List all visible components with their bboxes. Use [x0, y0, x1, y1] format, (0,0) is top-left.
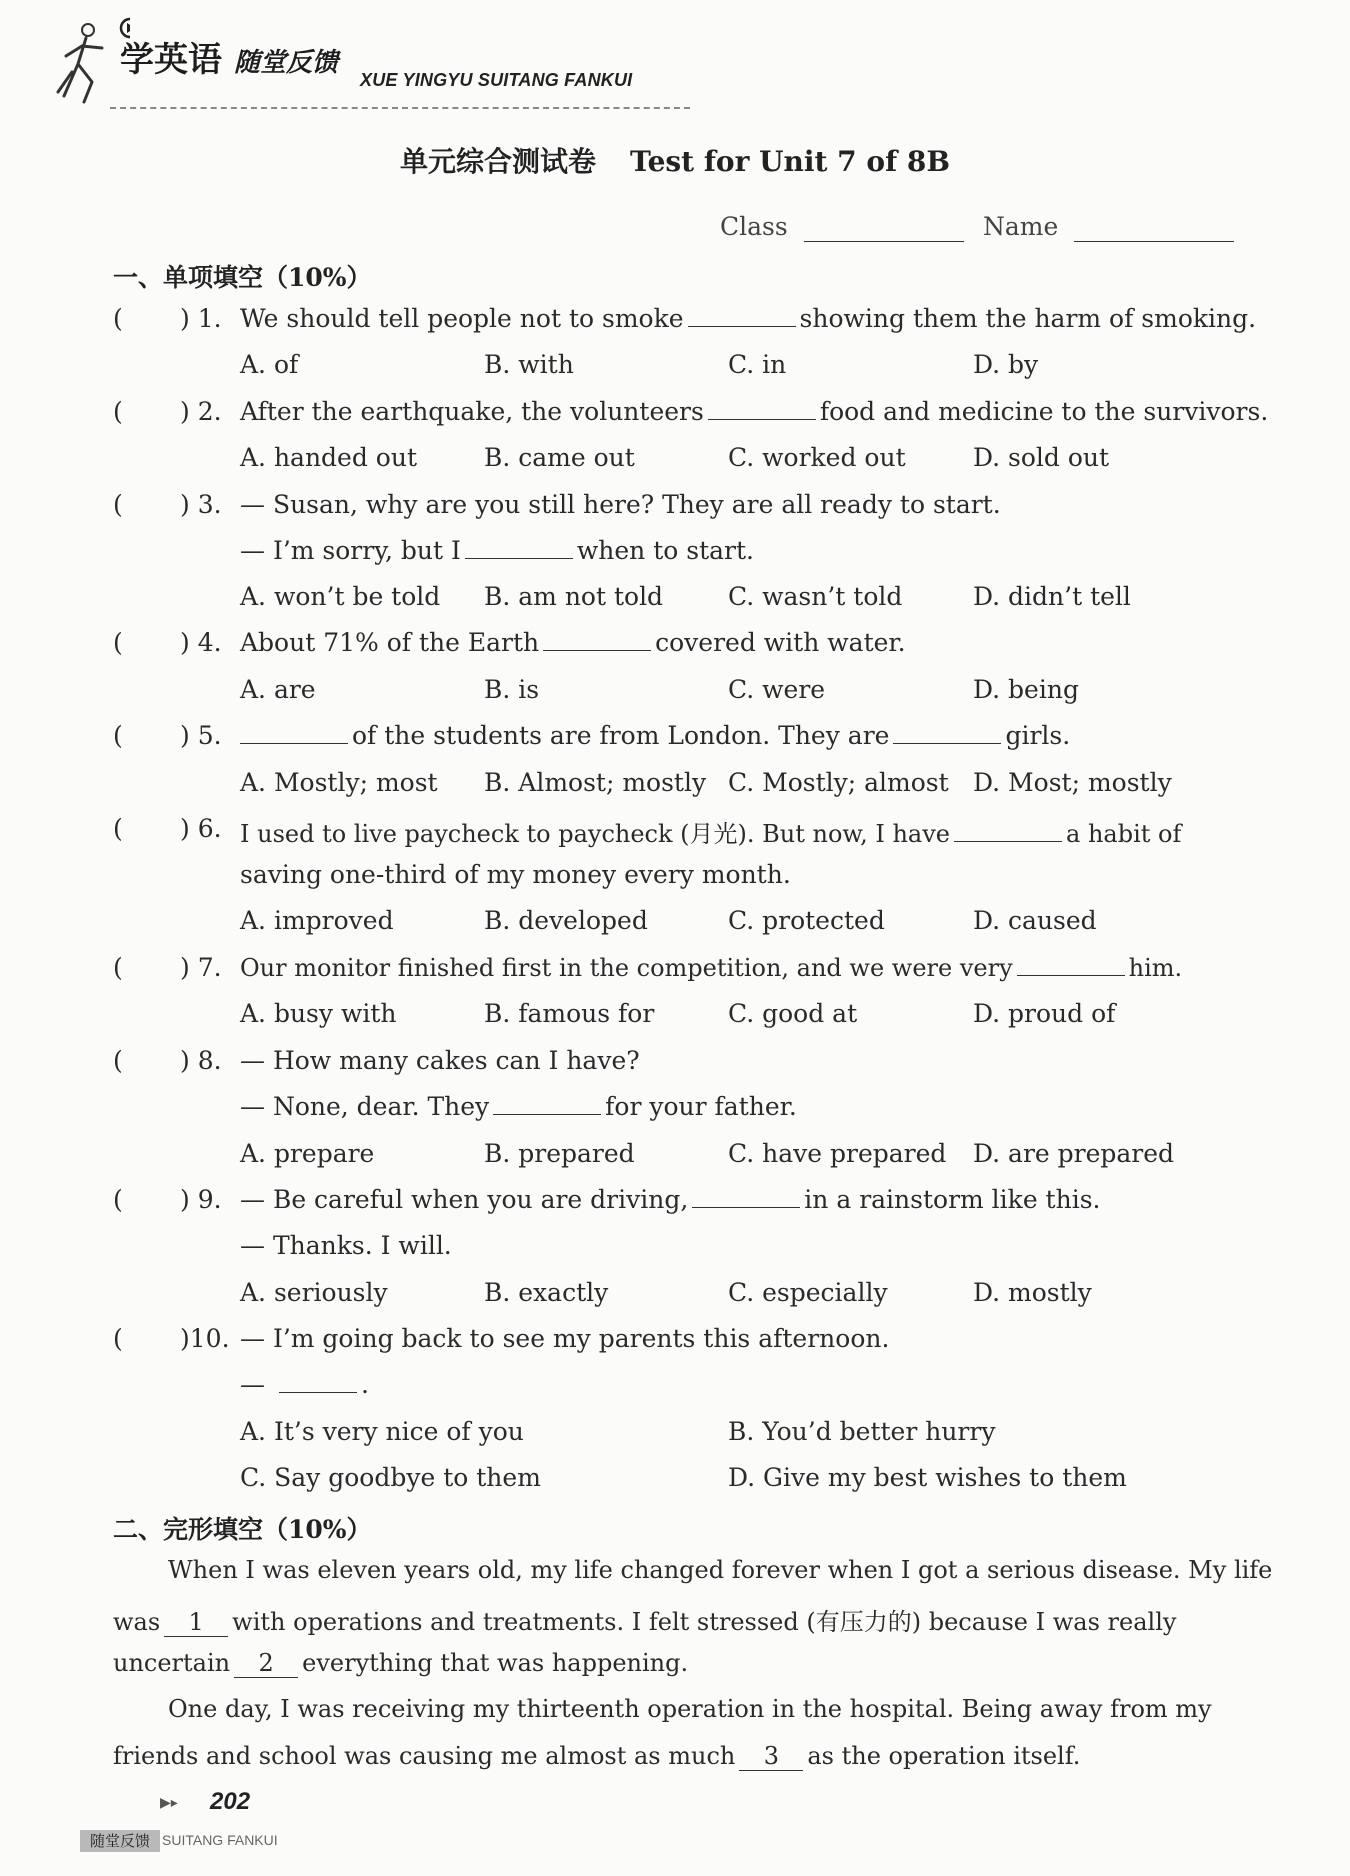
question-6: I used to live paycheck to paycheck (月光). But now, I have a habit of — [240, 820, 1182, 848]
option-b[interactable]: B. prepared — [484, 1139, 635, 1168]
footer-tag — [80, 1830, 280, 1852]
answer-blank[interactable] — [954, 819, 1062, 842]
option-c[interactable]: C. Say goodbye to them — [240, 1463, 541, 1492]
page-number: 202 — [210, 1788, 251, 1815]
question-number: ) 8. — [180, 1046, 222, 1075]
option-c[interactable]: C. Mostly; almost — [728, 768, 949, 797]
answer-paren[interactable]: ( — [113, 1324, 123, 1353]
runner-logo-icon — [50, 12, 130, 107]
option-b[interactable]: B. developed — [484, 906, 648, 935]
question-7: Our monitor finished first in the competition, and we were very him. — [240, 954, 1183, 982]
page-header — [50, 12, 650, 112]
brand-chinese: 学英语 — [120, 40, 222, 80]
cloze-paragraph-1-line-2: was 1 with operations and treatments. I felt stressed (有压力的) because I was really — [113, 1608, 1177, 1636]
option-d[interactable]: D. proud of — [973, 999, 1116, 1028]
answer-paren[interactable]: ( — [113, 721, 123, 750]
title-english: Test for Unit 7 of 8B — [629, 145, 951, 178]
cloze-paragraph-1-line-3: uncertain 2 everything that was happening. — [113, 1649, 689, 1677]
option-a[interactable]: A. seriously — [240, 1278, 388, 1307]
option-d[interactable]: D. Give my best wishes to them — [728, 1463, 1127, 1492]
answer-blank[interactable] — [240, 721, 348, 744]
question-2: After the earthquake, the volunteers food and medicine to the survivors. — [240, 397, 1269, 426]
option-b[interactable]: B. famous for — [484, 999, 655, 1028]
page-title — [0, 140, 1350, 180]
option-b[interactable]: B. am not told — [484, 582, 664, 611]
answer-blank[interactable] — [465, 536, 573, 559]
option-a[interactable]: A. won’t be told — [240, 582, 441, 611]
question-4: About 71% of the Earth covered with water. — [240, 628, 906, 657]
option-d[interactable]: D. by — [973, 350, 1039, 379]
question-9: — Be careful when you are driving, in a rainstorm like this. — [240, 1185, 1101, 1214]
answer-paren[interactable]: ( — [113, 1185, 123, 1214]
cloze-blank-2[interactable]: 2 — [234, 1649, 298, 1678]
option-c[interactable]: C. wasn’t told — [728, 582, 903, 611]
footer-tag-english: SUITANG FANKUI — [162, 1832, 278, 1848]
answer-blank[interactable] — [708, 397, 816, 420]
option-a[interactable]: A. of — [240, 350, 299, 379]
section-heading-single-choice: 一、单项填空（10%） — [113, 263, 372, 292]
question-8: — None, dear. They for your father. — [240, 1092, 797, 1121]
option-a[interactable]: A. prepare — [240, 1139, 375, 1168]
answer-blank[interactable] — [493, 1092, 601, 1115]
name-label: Name — [983, 212, 1059, 241]
cloze-paragraph-1-line-1: When I was eleven years old, my life changed forever when I got a serious disease. My life — [168, 1556, 1273, 1584]
answer-blank[interactable] — [543, 628, 651, 651]
option-b[interactable]: B. with — [484, 350, 574, 379]
question-9-reply: — Thanks. I will. — [240, 1231, 452, 1260]
question-number: ) 4. — [180, 628, 222, 657]
option-d[interactable]: D. didn’t tell — [973, 582, 1131, 611]
option-d[interactable]: D. caused — [973, 906, 1097, 935]
option-d[interactable]: D. being — [973, 675, 1079, 704]
question-number: ) 6. — [180, 814, 222, 843]
option-a[interactable]: A. are — [240, 675, 316, 704]
answer-blank[interactable] — [688, 304, 796, 327]
option-d[interactable]: D. mostly — [973, 1278, 1092, 1307]
class-label: Class — [720, 212, 788, 241]
option-c[interactable]: C. were — [728, 675, 826, 704]
option-c[interactable]: C. protected — [728, 906, 885, 935]
cloze-paragraph-2-line-1: One day, I was receiving my thirteenth operation in the hospital. Being away from my — [168, 1695, 1212, 1723]
option-a[interactable]: A. It’s very nice of you — [240, 1417, 524, 1446]
answer-paren[interactable]: ( — [113, 1046, 123, 1075]
option-c[interactable]: C. have prepared — [728, 1139, 947, 1168]
question-number: ) 7. — [180, 953, 222, 982]
answer-blank[interactable] — [1017, 953, 1125, 976]
option-d[interactable]: D. sold out — [973, 443, 1110, 472]
question-1: We should tell people not to smoke showing them the harm of smoking. — [240, 304, 1257, 333]
question-number: ) 2. — [180, 397, 222, 426]
option-a[interactable]: A. Mostly; most — [240, 768, 438, 797]
question-3-prompt: — Susan, why are you still here? They are all ready to start. — [240, 490, 1001, 519]
option-b[interactable]: B. is — [484, 675, 540, 704]
option-a[interactable]: A. improved — [240, 906, 394, 935]
double-arrow-icon: ▶▸ — [160, 1795, 178, 1811]
option-a[interactable]: A. busy with — [240, 999, 397, 1028]
question-number: ) 9. — [180, 1185, 222, 1214]
name-field[interactable] — [983, 212, 1234, 242]
question-number: ) 1. — [180, 304, 222, 333]
question-number: )10. — [180, 1324, 230, 1353]
cloze-paragraph-2-line-2: friends and school was causing me almost as much 3 as the operation itself. — [113, 1742, 1081, 1770]
brand-english: XUE YINGYU SUITANG FANKUI — [360, 70, 633, 90]
question-8-prompt: — How many cakes can I have? — [240, 1046, 640, 1075]
answer-paren[interactable]: ( — [113, 490, 123, 519]
option-d[interactable]: D. Most; mostly — [973, 768, 1172, 797]
footer-tag-chinese: 随堂反馈 — [80, 1830, 160, 1852]
question-5: of the students are from London. They are girls. — [236, 721, 1070, 750]
question-3: — I’m sorry, but I when to start. — [240, 536, 754, 565]
brand-chinese-subtitle: 随堂反馈 — [234, 48, 339, 78]
answer-paren[interactable]: ( — [113, 953, 123, 982]
question-10-prompt: — I’m going back to see my parents this afternoon. — [240, 1324, 890, 1353]
option-c[interactable]: C. in — [728, 350, 787, 379]
section-heading-cloze: 二、完形填空（10%） — [113, 1515, 372, 1544]
question-10-reply: — . — [240, 1370, 369, 1399]
answer-paren[interactable]: ( — [113, 397, 123, 426]
class-blank[interactable] — [804, 212, 964, 242]
option-c[interactable]: C. worked out — [728, 443, 906, 472]
option-c[interactable]: C. good at — [728, 999, 858, 1028]
answer-blank[interactable] — [692, 1185, 800, 1208]
option-b[interactable]: B. You’d better hurry — [728, 1417, 996, 1446]
option-b[interactable]: B. came out — [484, 443, 635, 472]
option-d[interactable]: D. are prepared — [973, 1139, 1175, 1168]
question-number: ) 3. — [180, 490, 222, 519]
option-a[interactable]: A. handed out — [240, 443, 418, 472]
question-number: ) 5. — [180, 721, 222, 750]
cloze-blank-1[interactable]: 1 — [164, 1608, 228, 1637]
class-field[interactable] — [720, 212, 964, 242]
option-b[interactable]: B. Almost; mostly — [484, 768, 707, 797]
answer-blank[interactable] — [279, 1370, 357, 1393]
option-c[interactable]: C. especially — [728, 1278, 888, 1307]
option-b[interactable]: B. exactly — [484, 1278, 609, 1307]
answer-blank[interactable] — [893, 721, 1001, 744]
answer-paren[interactable]: ( — [113, 814, 123, 843]
header-divider — [110, 107, 690, 109]
answer-paren[interactable]: ( — [113, 628, 123, 657]
cloze-blank-3[interactable]: 3 — [739, 1742, 803, 1771]
answer-paren[interactable]: ( — [113, 304, 123, 333]
question-6-continued: saving one-third of my money every month. — [240, 860, 791, 889]
name-blank[interactable] — [1074, 212, 1234, 242]
title-chinese: 单元综合测试卷 — [399, 145, 596, 178]
